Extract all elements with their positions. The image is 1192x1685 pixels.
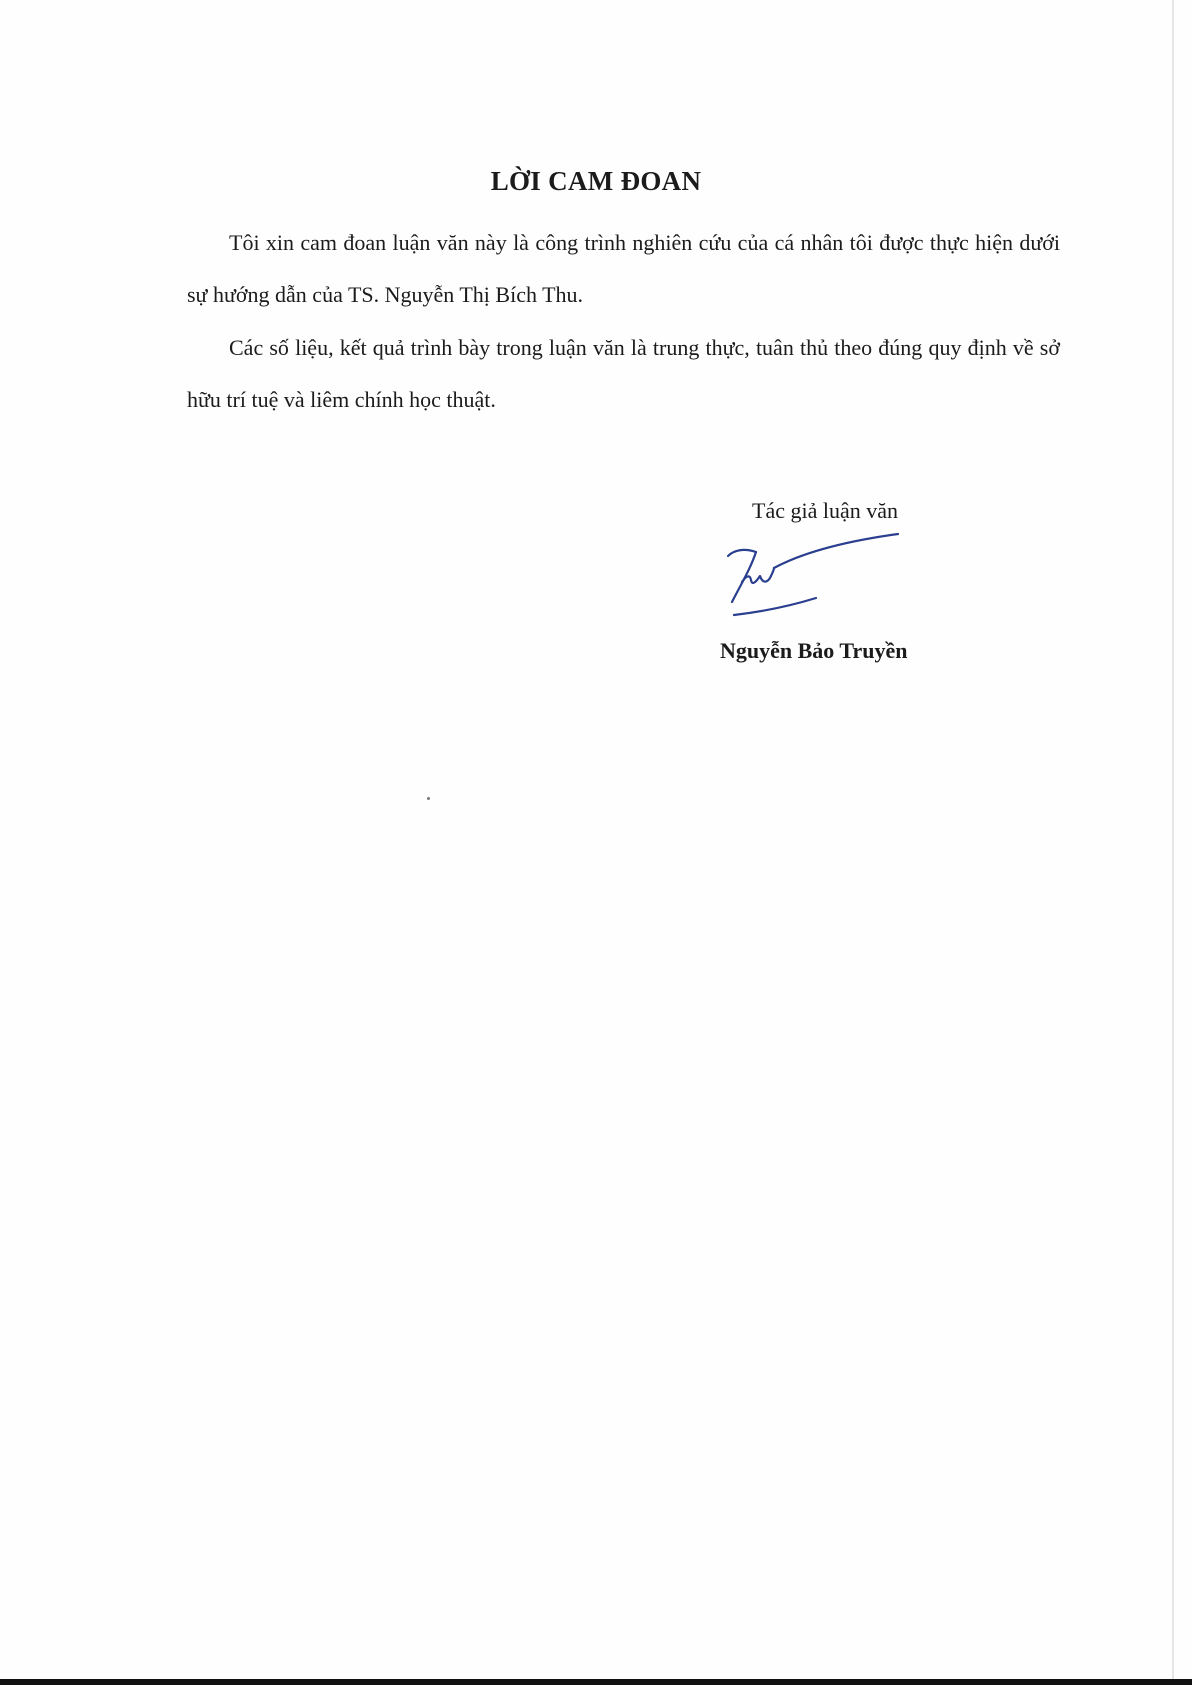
page-edge-right (1172, 0, 1174, 1685)
page-title: LỜI CAM ĐOAN (490, 166, 702, 196)
signature-label: Tác giả luận văn (752, 498, 898, 523)
scan-speck (427, 797, 430, 800)
page-edge-bottom (0, 1679, 1192, 1685)
handwritten-signature (720, 530, 910, 635)
paragraph-declaration: Tôi xin cam đoan luận văn này là công trình nghiên cứu của cá nhân tôi được thực hiện dưới sự hướng dẫn của TS. Nguyễn Thị Bích Thu. (187, 230, 1060, 307)
paragraph-integrity: Các số liệu, kết quả trình bày trong luận văn là trung thực, tuân thủ theo đúng quy định về sở hữu trí tuệ và liêm chính học thuật. (187, 335, 1060, 412)
author-name: Nguyễn Bảo Truyền (720, 638, 908, 663)
